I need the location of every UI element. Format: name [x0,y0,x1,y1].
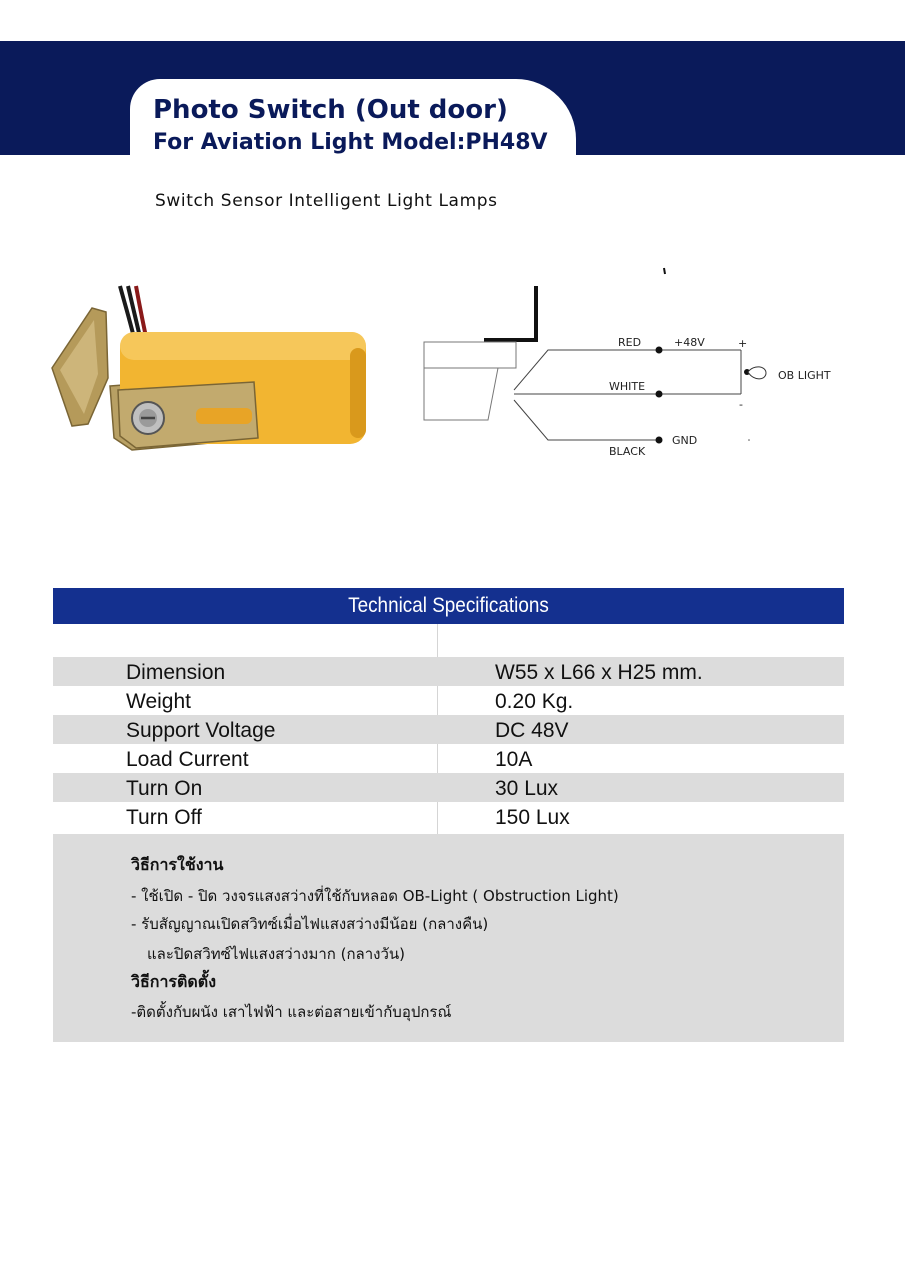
install-heading: วิธีการติดตั้ง [131,972,216,991]
install-line: -ติดตั้งกับผนัง เสาไฟฟ้า และต่อสายเข้ากับอุปกรณ์ [131,1003,452,1021]
table-row [53,773,844,802]
usage-line: - รับสัญญาณเปิดสวิทซ์เมื่อไฟแสงสว่างมีน้อย (กลางคืน) [131,915,489,933]
spec-label: Load Current [126,748,249,771]
terminal-black [656,437,663,444]
page-title: Photo Switch (Out door) [153,95,508,125]
label-white: WHITE [609,380,646,393]
spec-label: Weight [126,690,191,713]
spec-heading: Technical Specifications [348,594,549,617]
spec-value: W55 x L66 x H25 mm. [495,661,703,684]
spec-value: 150 Lux [495,806,570,829]
product-photo [40,278,380,468]
label-minus: - [739,398,743,411]
label-ob-light: OB LIGHT [778,369,831,382]
terminal-red [656,347,663,354]
spec-value: 10A [495,748,533,771]
label-gnd: GND [672,434,698,447]
spec-label: Turn On [126,777,203,800]
spec-value: DC 48V [495,719,569,742]
wiring-diagram [418,262,858,472]
product-tagline: Switch Sensor Intelligent Light Lamps [155,191,498,211]
spec-table [53,624,844,834]
terminal-dots [656,347,750,444]
table-row [53,744,844,773]
usage-line: และปิดสวิทซ์ไฟแสงสว่างมาก (กลางวัน) [147,945,406,963]
label-plus: + [738,337,748,350]
label-plus48v: +48V [674,336,705,349]
usage-notes [53,834,844,1042]
label-red: RED [618,336,642,349]
usage-line: - ใช้เปิด - ปิด วงจรแสงสว่างที่ใช้กับหลอด OB-Light ( Obstruction Light) [131,887,619,905]
table-row [53,657,844,686]
spec-value: 30 Lux [495,777,559,800]
screw-icon [132,402,164,434]
table-row [53,686,844,715]
spec-heading-bar [53,588,844,624]
label-black: BLACK [609,445,646,458]
table-row [53,715,844,744]
terminal-white [656,391,663,398]
spec-label: Dimension [126,661,226,684]
spec-label: Turn Off [126,806,202,829]
table-row [53,802,844,831]
lamp-icon [744,367,766,379]
spec-value: 0.20 Kg. [495,690,574,713]
usage-heading: วิธีการใช้งาน [131,855,224,874]
spec-label: Support Voltage [126,719,276,742]
page-subtitle-model: For Aviation Light Model:PH48V [153,130,548,155]
wires [514,350,741,440]
